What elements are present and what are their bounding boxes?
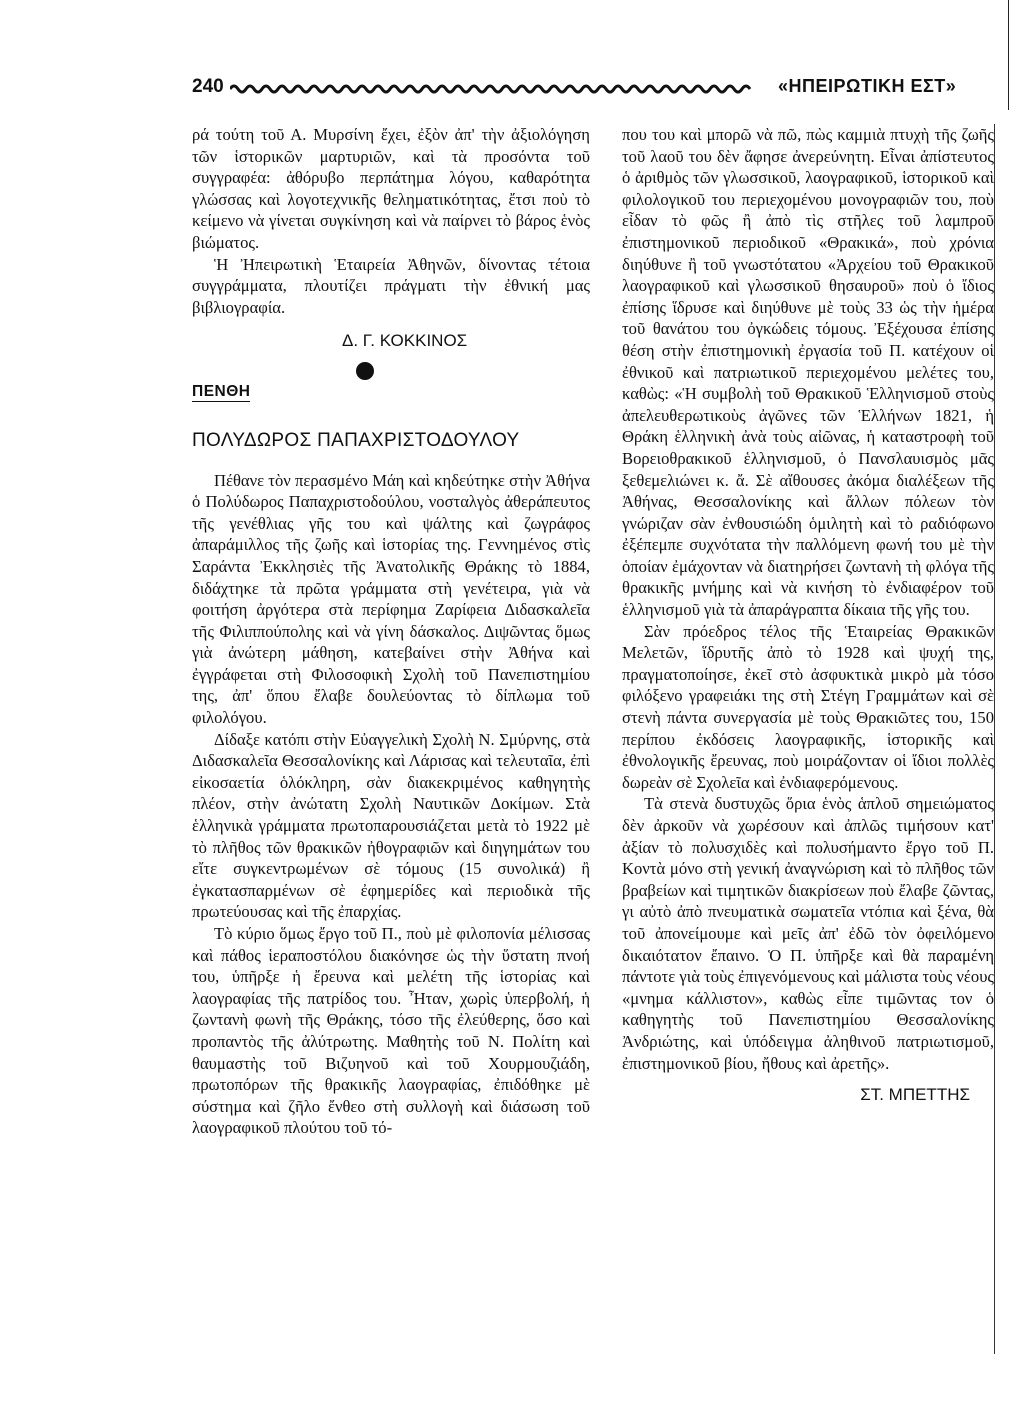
- obituary-paragraph-5: Σὰν πρόεδρος τέλος τῆς Ἑταιρείας Θρακικῶν Μελετῶν, ἵδρυτῆς ἀπὸ τὸ 1928 καὶ ψυχή της, πραγματοποίησε, ἐκεῖ στὸ ἀσφυκτικὰ μικρὸ μὰ τόσο φιλόξενο γραφειάκι της στὴ Στέγη Γραμμάτων καὶ σὲ στενὴ πάντα συνεργασία μὲ τοὺς Θρακιῶτες του, 150 περίπου ἐκδόσεις λαογραφικῆς, ἱστορικῆς καὶ ἐθνολογικῆς ἔρευνας, ποὺ μοιράζονταν οἱ ἴδιοι πολλὲς δωρεὰν σὲ Σχολεῖα καὶ ἐνδιαφερόμενους.: [622, 621, 994, 792]
- running-head: «ΗΠΕΙΡΩΤΙΚΗ ΕΣΤ»: [778, 76, 957, 96]
- article-title: ΠΟΛΥΔΩΡΟΣ ΠΑΠΑΧΡΙΣΤΟΔΟΥΛΟΥ: [192, 429, 520, 451]
- review-paragraph-2: Ἡ Ἠπειρωτικὴ Ἑταιρεία Ἀθηνῶν, δίνοντας τέτοια συγγράμματα, πλουτίζει πράγματι τὴν ἐθνική μας βιβλιογραφία.: [192, 254, 590, 317]
- left-column: [192, 124, 590, 1139]
- right-column: [622, 124, 995, 1354]
- review-paragraph-1: ρά τούτη τοῦ Α. Μυρσίνη ἔχει, ἐξὸν ἀπ' τὴν ἀξιολόγηση τῶν ἱστορικῶν μαρτυριῶν, καὶ τὰ προσόντα τοῦ συγγραφέα: ἀθόρυβο περπάτημα λόγου, καθαρότητα γλώσσας καὶ λογοτεχνικῆς θεληματικότητας, ἔτσι ποὺ τὸ κείμενο νὰ γίνεται συγκίνηση καὶ νὰ παίρνει τὸ βάρος ἑνὸς βιώματος.: [192, 125, 590, 252]
- obituary-signature: ΣΤ. ΜΠΕΤΤΗΣ: [860, 1085, 970, 1105]
- section-bullet-icon: [356, 362, 374, 380]
- section-label: ΠΕΝΘΗ: [192, 382, 251, 400]
- page-number: 240: [192, 76, 224, 97]
- obituary-paragraph-6: Τὰ στενὰ δυστυχῶς ὅρια ἑνὸς ἁπλοῦ σημειώματος δὲν ἀρκοῦν νὰ χωρέσουν καὶ ἀπλῶς τιμήσουν κατ' ἀξίαν τὸ πολυσχιδὲς καὶ πολυσήμαντο ἔργο τοῦ Π. Κοντὰ μόνο στὴ γενική ἀναγνώριση καὶ τὸ πλῆθος τῶν βραβείων καὶ τιμητικῶν διακρίσεων ποὺ ἔλαβε ζῶντας, γι αὐτὸ ἀπὸ πνευματικὰ σωματεῖα ντόπια καὶ ξένα, θὰ τοῦ ἀπονείμουμε καὶ μεῖς ἀπ' ἐδῶ τὸν ὀφειλόμενο δικαιότατον ἔπαινο. Ὁ Π. ὑπῆρξε καὶ θὰ παραμένη πάντοτε γιὰ τοὺς ἐπιγενόμενους καὶ μάλιστα τοὺς νέους «μνημα κάλλιστον», καθὼς εἶπε τιμῶντας τον ὁ καθηγητὴς τοῦ Πανεπιστημίου Θεσσαλονίκης Ἀνδριώτης, καὶ ὑπόδειγμα ἀληθινοῦ πατριωτισμοῦ, ἐπιστημονικοῦ βίου, ἤθους καὶ ἀρετῆς».: [622, 794, 994, 1073]
- obituary-paragraph-3: Τὸ κύριο ὅμως ἔργο τοῦ Π., ποὺ μὲ φιλοπονία μέλισσας καὶ πάθος ἱεραποστόλου διακόνησε ὡς τὴν ὕστατη πνοή του, ὑπῆρξε ἡ ἔρευνα καὶ μελέτη τῆς ἱστορίας καὶ λαογραφίας τῆς πατρίδος του. Ἦταν, χωρὶς ὑπερβολή, ἡ ζωντανὴ φωνὴ τῆς Θράκης, τόσο τῆς ἐλεύθερης, ὅσο καὶ προπαντὸς τῆς ἀλύτρωτης. Μαθητὴς τοῦ Ν. Πολίτη καὶ θαυμαστὴς τοῦ Βιζυηνοῦ καὶ τοῦ Χουρμουζιάδη, πρωτοπόρων τῆς θρακικῆς λαογραφίας, ἐπιδόθηκε μὲ σύστημα καὶ ζῆλο ἔνθεο στὴ συλλογὴ καὶ διάσωση τοῦ λαογραφικοῦ πλούτου τοῦ τό-: [192, 924, 590, 1138]
- page-header: [192, 76, 1024, 104]
- obituary-paragraph-2: Δίδαξε κατόπι στὴν Εὐαγγελικὴ Σχολὴ Ν. Σμύρνης, στὰ Διδασκαλεῖα Θεσσαλονίκης καὶ Λάρισας καὶ τελευταῖα, ἐπὶ εἰκοσαετία ὁλόκληρη, σὰν διακεκριμένος καθηγητὴς πλέον, στὴν ἀνώτατη Σχολὴ Ναυτικῶν Δοκίμων. Στὰ ἑλληνικὰ γράμματα πρωτοπαρουσιάζεται μετὰ τὸ 1922 μὲ τὸ πλῆθος τῶν θρακικῶν ἠθογραφιῶν καὶ διηγημάτων του εἴτε συγκεντρωμένων σὲ τόμους (15 συνολικά) ἢ ἐγκατασπαρμένων σὲ ἐφημερίδες καὶ περιοδικὰ τῆς πρωτεύουσας καὶ τῆς ἐπαρχίας.: [192, 729, 590, 922]
- obituary-paragraph-4: που του καὶ μπορῶ νὰ πῶ, πὼς καμμιὰ πτυχὴ τῆς ζωῆς τοῦ λαοῦ του δὲν ἄφησε ἀνερεύνητη. Εἶναι ἀπίστευτος ὁ ἀριθμὸς τῶν γλωσσικοῦ, λαογραφικοῦ, ἱστορικοῦ καὶ φιλολογικοῦ του περιεχομένου μονογραφιῶν του, ποὺ εἶδαν τὸ φῶς ἢ ἀπὸ τὶς στῆλες τοῦ λαμπροῦ ἐπιστημονικοῦ περιοδικοῦ «Θρακικά», ποὺ χρόνια διηύθυνε ἢ τοῦ γνωστότατου «Ἀρχείου τοῦ Θρακικοῦ λαογραφικοῦ καὶ γλωσσικοῦ θησαυροῦ» ποὺ ὁ ἴδιος ἐπίσης ἵδρυσε καὶ διηύθυνε μὲ τοὺς 33 ὡς τὴν ἡμέρα τοῦ θανάτου του ὀγκώδεις τόμους. Ἐξέχουσα ἐπίσης θέση στὴν ἐπιστημονικὴ ἐργασία τοῦ Π. κατέχουν οἱ ἐθνικοῦ καὶ πατριωτικοῦ περιεχομένου μελέτες του, καθὼς: «Ἡ συμβολὴ τοῦ Θρακικοῦ Ἑλληνισμοῦ στοὺς ἀπελευθερωτικοὺς ἀγῶνες τῶν Ἑλλήνων 1821, ἡ Θράκη ἑλληνικὴ ἀνὰ τοὺς αἰῶνας, ἡ καταστροφὴ τοῦ Βορειοθρακικοῦ ἑλληνισμοῦ, ὁ Πανσλαυισμὸς μᾶς ξεθεμελιώνει κ. ἄ. Σὲ αἴθουσες ἀκόμα διαλέξεων τῆς Ἀθήνας, Θεσσαλονίκης καὶ ἄλλων πόλεων τὸν γνώριζαν σὰν ἐνθουσιώδη ὁμιλητὴ καὶ τὸ ραδιόφωνο ἐξέπεμπε συχνότατα τὴν παλλόμενη φωνή του μὲ τὴν ὁποίαν ἐμάχονταν νὰ διατηρήσει ζωντανὴ τὴ φλόγα τῆς θρακικῆς μνήμης καὶ νὰ κινήση τὸ ἐνδιαφέρον τοῦ ἑλληνισμοῦ γιὰ τὰ ἀπαράγραπτα δίκαια τῆς γῆς του.: [622, 125, 994, 620]
- review-signature: Δ. Γ. ΚΟΚΚΙΝΟΣ: [342, 331, 468, 351]
- obituary-paragraph-1: Πέθανε τὸν περασμένο Μάη καὶ κηδεύτηκε στὴν Ἀθήνα ὁ Πολύδωρος Παπαχριστοδούλου, νοσταλγὸς ἀθεράπευτος τῆς γενέθλιας γῆς του καὶ ψάλτης καὶ ζωγράφος ἀπαράμιλλος τῆς ζωῆς καὶ ἱστορίας της. Γεννημένος στὶς Σαράντα Ἐκκλησιὲς τῆς Ἀνατολικῆς Θράκης τὸ 1884, διδάχτηκε τὰ πρῶτα γράμματα στὴ γενέτειρα, γιὰ νὰ φοιτήση ἀργότερα στὰ περίφημα Ζαρίφεια Διδασκαλεῖα τῆς Φιλιππούπολης καὶ νὰ γίνη δάσκαλος. Διψῶντας ὅμως γιὰ ἀνώτερη μάθηση, κατεβαίνει στὴν Ἀθήνα καὶ ἐγγράφεται στὴ Φιλοσοφικὴ Σχολὴ τοῦ Πανεπιστημίου της, ἀπ' ὅπου ἔλαβε δουλεύοντας τὸ δίπλωμα τοῦ φιλολόγου.: [192, 470, 590, 728]
- header-wave-rule: [230, 82, 770, 96]
